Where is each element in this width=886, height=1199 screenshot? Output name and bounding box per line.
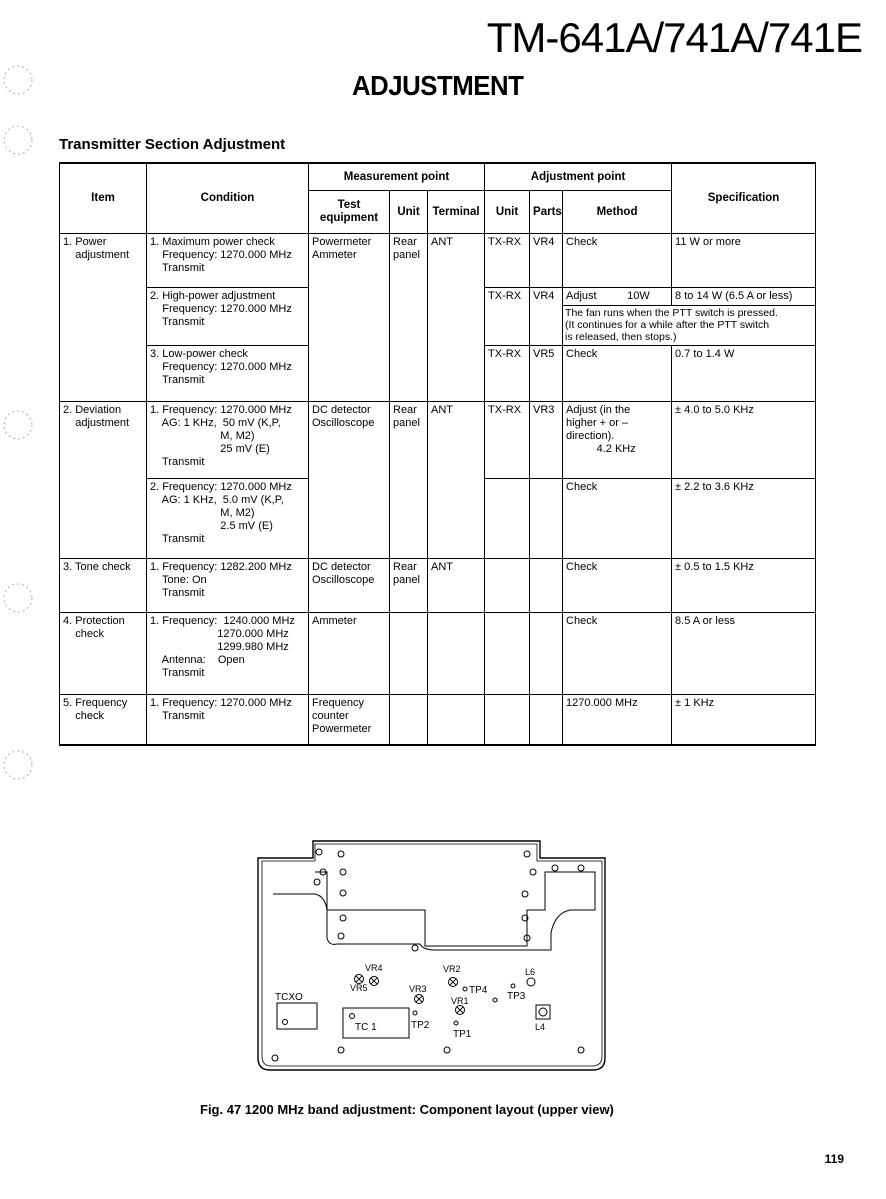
table-row [60, 234, 816, 288]
cell-terminal: ANT [428, 402, 485, 559]
header-test-equipment: Test equipment [309, 191, 390, 234]
cell-adj-unit-empty [485, 695, 530, 745]
header-unit: Unit [390, 191, 428, 234]
cell-adj-unit: TX-RX [485, 346, 530, 402]
cell-method: Adjust (in the higher + or – direction). 4.2 KHz [563, 402, 672, 479]
cell-condition: 1. Frequency: 1270.000 MHz AG: 1 KHz, 50 mV (K,P, M, M2) 25 mV (E) Transmit [147, 402, 309, 479]
label-l6: L6 [525, 967, 536, 977]
cell-spec: 8 to 14 W (6.5 A or less) [672, 288, 816, 306]
header-item: Item [60, 163, 147, 234]
cell-unit: Rear panel [390, 559, 428, 613]
page-heading: ADJUSTMENT [352, 70, 524, 101]
label-tc1: TC 1 [355, 1022, 377, 1033]
cell-condition: 3. Low-power check Frequency: 1270.000 MHz Transmit [147, 346, 309, 402]
cell-parts-empty [530, 613, 563, 695]
board-cutout [273, 872, 595, 950]
cell-equipment: Ammeter [309, 613, 390, 695]
table-row [60, 559, 816, 613]
section-title: Transmitter Section Adjustment [59, 136, 286, 153]
header-condition: Condition [147, 163, 309, 234]
cell-adj-unit: TX-RX [485, 234, 530, 288]
cell-condition: 1. Frequency: 1282.200 MHz Tone: On Transmit [147, 559, 309, 613]
header-adj-unit: Unit [485, 191, 530, 234]
adjustment-table [59, 162, 816, 746]
cell-adj-unit-empty [485, 559, 530, 613]
cell-parts: VR4 [530, 234, 563, 288]
cell-spec: 8.5 A or less [672, 613, 816, 695]
l6-coil [527, 978, 535, 986]
cell-condition: 2. Frequency: 1270.000 MHz AG: 1 KHz, 5.0 mV (K,P, M, M2) 2.5 mV (E) Transmit [147, 479, 309, 559]
cell-equipment: Frequency counter Powermeter [309, 695, 390, 745]
cell-method: 1270.000 MHz [563, 695, 672, 745]
cell-item: 2. Deviation adjustment [60, 402, 147, 559]
label-tp4: TP4 [469, 985, 488, 996]
cell-condition: 1. Frequency: 1270.000 MHz Transmit [147, 695, 309, 745]
header-parts: Parts [530, 191, 563, 234]
cell-unit-empty [390, 695, 428, 745]
cell-parts-empty [530, 559, 563, 613]
label-tp2: TP2 [411, 1020, 430, 1031]
cell-item: 1. Power adjustment [60, 234, 147, 402]
cell-terminal: ANT [428, 559, 485, 613]
header-adjustment-point: Adjustment point [485, 163, 672, 191]
label-tcxo: TCXO [275, 992, 303, 1003]
table-row [60, 402, 816, 479]
l4-coil [536, 1005, 550, 1019]
label-vr2: VR2 [443, 964, 461, 974]
label-tp1: TP1 [453, 1029, 472, 1040]
cell-equipment: Powermeter Ammeter [309, 234, 390, 402]
board-outline [258, 841, 605, 1070]
header-measurement-point: Measurement point [309, 163, 485, 191]
table-row [60, 613, 816, 695]
label-vr1: VR1 [451, 996, 469, 1006]
cell-spec: ± 1 KHz [672, 695, 816, 745]
header-specification: Specification [672, 163, 816, 234]
cell-terminal-empty [428, 613, 485, 695]
cell-spec: ± 4.0 to 5.0 KHz [672, 402, 816, 479]
cell-method: Adjust 10W [563, 288, 672, 306]
cell-method: Check [563, 613, 672, 695]
cell-method: Check [563, 234, 672, 288]
cell-parts-empty [530, 695, 563, 745]
cell-condition: 1. Maximum power check Frequency: 1270.000 MHz Transmit [147, 234, 309, 288]
cell-terminal: ANT [428, 234, 485, 402]
cell-unit: Rear panel [390, 234, 428, 402]
cell-adj-unit-empty [485, 613, 530, 695]
binder-holes [0, 0, 40, 800]
header-terminal: Terminal [428, 191, 485, 234]
label-l4: L4 [535, 1022, 546, 1032]
label-vr5: VR5 [350, 983, 368, 993]
cell-parts: VR3 [530, 402, 563, 479]
cell-spec: ± 0.5 to 1.5 KHz [672, 559, 816, 613]
table-row [60, 695, 816, 745]
cell-parts: VR5 [530, 346, 563, 402]
cell-parts: VR4 [530, 288, 563, 346]
pcb-layout-diagram [255, 838, 615, 1078]
tcxo-component [277, 1003, 317, 1029]
cell-equipment: DC detector Oscilloscope [309, 402, 390, 559]
cell-adj-unit: TX-RX [485, 288, 530, 346]
cell-unit-empty [390, 613, 428, 695]
cell-condition: 1. Frequency: 1240.000 MHz 1270.000 MHz 1299.980 MHz Antenna: Open Transmit [147, 613, 309, 695]
model-title: TM-641A/741A/741E [486, 14, 862, 61]
cell-spec: 11 W or more [672, 234, 816, 288]
vr1-pot [456, 1006, 465, 1015]
cell-equipment: DC detector Oscilloscope [309, 559, 390, 613]
cell-spec: ± 2.2 to 3.6 KHz [672, 479, 816, 559]
cell-parts-empty [530, 479, 563, 559]
vr3-pot [415, 995, 424, 1004]
label-vr3: VR3 [409, 984, 427, 994]
vr2-pot [449, 978, 458, 987]
cell-adj-unit-empty [485, 479, 530, 559]
cell-unit: Rear panel [390, 402, 428, 559]
cell-method: Check [563, 346, 672, 402]
figure-caption: Fig. 47 1200 MHz band adjustment: Component layout (upper view) [200, 1102, 614, 1117]
header-method: Method [563, 191, 672, 234]
cell-adj-unit: TX-RX [485, 402, 530, 479]
cell-fan-note: The fan runs when the PTT switch is pressed. (It continues for a while after the PTT switch is released, then stops.) [563, 306, 816, 346]
cell-condition: 2. High-power adjustment Frequency: 1270.000 MHz Transmit [147, 288, 309, 346]
cell-spec: 0.7 to 1.4 W [672, 346, 816, 402]
cell-method: Check [563, 479, 672, 559]
cell-method: Check [563, 559, 672, 613]
cell-item: 3. Tone check [60, 559, 147, 613]
cell-item: 5. Frequency check [60, 695, 147, 745]
page-number: 119 [824, 1152, 844, 1166]
label-vr4: VR4 [365, 963, 383, 973]
label-tp3: TP3 [507, 991, 526, 1002]
cell-terminal-empty [428, 695, 485, 745]
cell-item: 4. Protection check [60, 613, 147, 695]
